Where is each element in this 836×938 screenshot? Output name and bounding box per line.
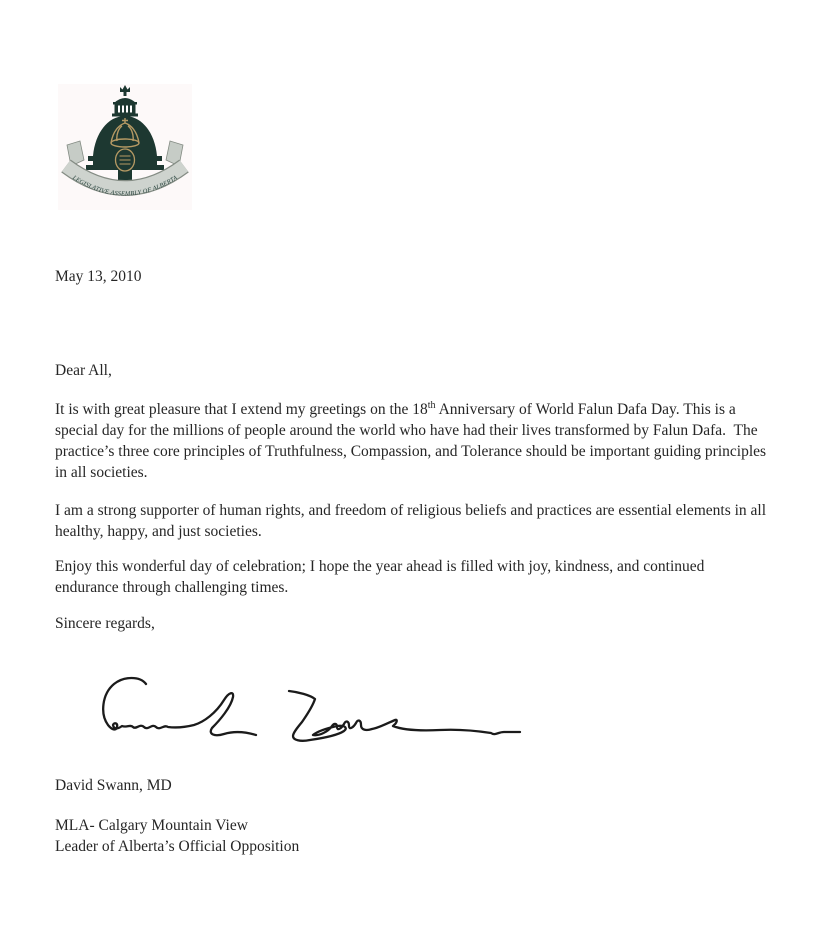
signature-david-swann-graphic [60, 658, 540, 758]
paragraph-1-text-after-superscript: Anniversary of World Falun Dafa Day. This is a special day for the millions of people around the world who have had their lives transformed by Falun Dafa. The practice’s three core principles of Truthfulness, Compassion, and Tolerance should be important guiding principles in all societies. [55, 401, 770, 481]
superscript-th: th [427, 399, 436, 411]
legislative-assembly-crest-icon [58, 84, 192, 210]
letter-date: May 13, 2010 [55, 268, 142, 285]
paragraph-3: Enjoy this wonderful day of celebration; I hope the year ahead is filled with joy, kindness, and continued endurance through challenging times. [55, 558, 709, 596]
paragraph-2: I am a strong supporter of human rights, and freedom of religious beliefs and practices are essential elements in all healthy, happy, and just societies. [55, 502, 770, 540]
crest-graphic [58, 84, 192, 210]
handwritten-signature [60, 658, 540, 758]
salutation: Dear All, [55, 362, 112, 379]
signer-title-leader: Leader of Alberta’s Official Opposition [55, 838, 300, 855]
signer-name: David Swann, MD [55, 777, 172, 794]
signer-titles [55, 815, 767, 857]
signer-title-mla: MLA- Calgary Mountain View [55, 817, 248, 834]
paragraph-1-text-before-superscript: It is with great pleasure that I extend my greetings on the 18 [55, 401, 428, 418]
crest-banner-textpath: LEGISLATIVE ASSEMBLY OF ALBERTA [71, 174, 179, 198]
paragraph-1 [55, 399, 770, 483]
closing-line: Sincere regards, [55, 615, 155, 632]
crest-dome [86, 85, 164, 182]
